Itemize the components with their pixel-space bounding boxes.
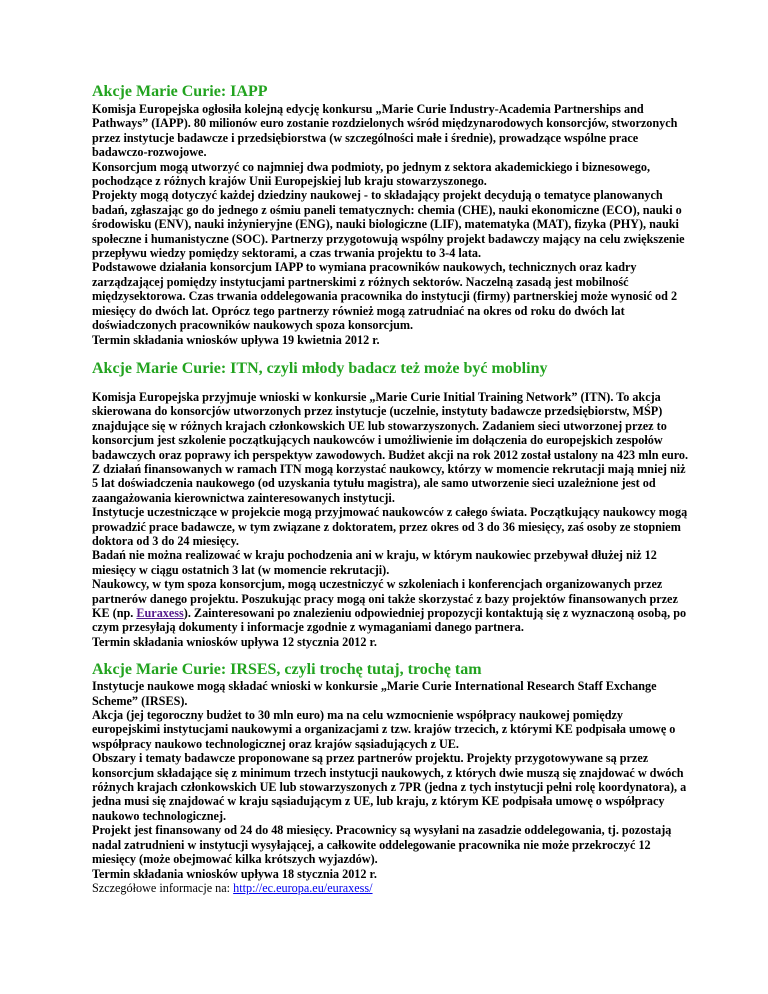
paragraph: Instytucje uczestniczące w projekcie mogą przyjmować naukowców z całego świata. Początkujący naukowcy mogą prowadzić prace badawcze, w tym związane z doktoratem, przez okres od 3 do 36 miesięcy, zaś osoby ze stopniem doktora od 3 do 24 miesięcy.: [92, 505, 688, 548]
deadline-text: Termin składania wniosków upływa 19 kwietnia 2012 r.: [92, 332, 380, 347]
paragraph-text: Naukowcy, w tym spoza konsorcjum, mogą uczestniczyć w szkoleniach i konferencjach organizowanych przez partnerów danego projektu. Poszukując pracy mogą oni także skorzystać z bazy projektów finansowanych przez KE (np.: [92, 577, 678, 620]
details-line: [92, 881, 692, 895]
paragraph: [92, 577, 692, 635]
heading-itn: Akcje Marie Curie: ITN, czyli młody badacz też może być mobliny: [92, 359, 548, 377]
paragraph: Komisja Europejska ogłosiła kolejną edycję konkursu „Marie Curie Industry-Academia Partnerships and Pathways” (IAPP). 80 milionów euro zostanie rozdzielonych wśród międzynarodowych konsorcjów, stworzonych przez instytucje badawcze i przedsiębiorstwa (w szczególności małe i średnie), prowadzące wspólne prace badawczo-rozwojowe.: [92, 102, 678, 160]
details-label: Szczegółowe informacje na:: [92, 880, 234, 895]
paragraph: Obszary i tematy badawcze proponowane są przez partnerów projektu. Projekty przygotowywane są przez konsorcjum składające się z minimum trzech instytucji naukowych, z których dwie muszą się znajdować w dwóch różnych krajach członkowskich UE lub stowarzyszonych z 7PR (jedna z tych instytucji pełni rolę koordynatora), a jedna musi się znajdować w kraju sąsiadującym z UE, lub kraju, z którym KE podpisała umowę o współpracy naukowo technologicznej.: [92, 751, 687, 823]
paragraph: Podstawowe działania konsorcjum IAPP to wymiana pracowników naukowych, technicznych oraz kadry zarządzającej pomiędzy instytucjami partnerskimi z różnych sektorów. Naczelną zasadą jest mobilność międzysektorowa. Czas trwania oddelegowania pracownika do instytucji (firmy) partnerskiej może wynosić od 2 miesięcy do dwóch lat. Oprócz tego partnerzy również mogą zatrudniać na okres od roku do dwóch lat doświadczonych pracowników naukowych spoza konsorcjum.: [92, 260, 678, 333]
deadline-text: Termin składania wniosków upływa 12 stycznia 2012 r.: [92, 634, 377, 649]
paragraph: Komisja Europejska przyjmuje wnioski w konkursie „Marie Curie Initial Training Network” (ITN). To akcja skierowana do konsorcjów utworzonych przez instytucje (uczelnie, instytuty badawcze przedsiębiorstw, MŚP) znajdujące się w różnych krajach członkowskich UE lub stowarzyszonych. Zadaniem sieci utworzonej przez to konsorcjum jest szkolenie początkujących naukowców i umożliwienie im dołączenia do europejskich zespołów badawczych oraz poprawy ich perspektyw zawodowych. Budżet akcji na rok 2012 został ustalony na 423 mln euro.: [92, 389, 689, 462]
paragraph: Projekty mogą dotyczyć każdej dziedziny naukowej - to składający projekt decydują o tematyce planowanych badań, zgłaszając go do jednego z ośmiu paneli tematycznych: chemia (CHE), nauki ekonomiczne (ECO), nauki o środowisku (ENV), nauki inżynieryjne (ENG), nauki biologiczne (LIF), matematyka (MAT), fizyka (PHY), nauki społeczne i humanistyczne (SOC). Partnerzy przygotowują wspólny projekt badawczy mający na celu zwiększenie przepływu wiedzy pomiędzy sektorami, a czas trwania projektu to 3-4 lata.: [92, 188, 685, 261]
section-irses-body: [92, 679, 692, 895]
heading-irses: Akcje Marie Curie: IRSES, czyli trochę tutaj, trochę tam: [92, 661, 482, 679]
section-irses: [92, 660, 692, 895]
paragraph: Instytucje naukowe mogą składać wnioski w konkursie „Marie Curie International Research Staff Exchange Scheme” (IRSES).: [92, 679, 657, 708]
section-iapp: [92, 82, 692, 347]
section-itn-body: [92, 390, 692, 649]
section-itn: [92, 359, 692, 649]
deadline-text: Termin składania wniosków upływa 18 stycznia 2012 r.: [92, 866, 377, 881]
paragraph: Akcja (jej tegoroczny budżet to 30 mln euro) ma na celu wzmocnienie współpracy naukowej pomiędzy europejskimi instytucjami naukowymi a organizacjami z tzw. krajów trzecich, z którymi KE podpisała umowę o współpracy naukowo technologicznej oraz krajów sąsiadujących z UE.: [92, 708, 676, 751]
euraxess-url-link[interactable]: http://ec.europa.eu/euraxess/: [233, 880, 373, 895]
paragraph: Z działań finansowanych w ramach ITN mogą korzystać naukowcy, którzy w momencie rekrutacji mają mniej niż 5 lat doświadczenia naukowego (od uzyskania tytułu magistra), ale samo utworzenie sieci uzależnione jest od zaangażowania kierownictwa zainteresowanych instytucji.: [92, 461, 686, 505]
paragraph: Badań nie można realizować w kraju pochodzenia ani w kraju, w którym naukowiec przebywał dłużej niż 12 miesięcy w ciągu ostatnich 3 lat (w momencie rekrutacji).: [92, 548, 657, 577]
document-page: [92, 82, 692, 895]
euraxess-link[interactable]: Euraxess: [136, 606, 184, 620]
paragraph: Konsorcjum mogą utworzyć co najmniej dwa podmioty, po jednym z sektora akademickiego i biznesowego, pochodzące z różnych krajów Unii Europejskiej lub kraju stowarzyszonego.: [92, 159, 650, 189]
heading-iapp: Akcje Marie Curie: IAPP: [92, 83, 268, 100]
paragraph: Projekt jest finansowany od 24 do 48 miesięcy. Pracownicy są wysyłani na zasadzie oddelegowania, tj. pozostają nadal zatrudnieni w instytucji wysyłającej, a całkowite oddelegowanie pracownika nie może przekroczyć 12 miesięcy (może obejmować kilka krótszych wyjazdów).: [92, 823, 672, 867]
section-iapp-body: [92, 102, 692, 347]
paragraph-text: ). Zainteresowani po znalezieniu odpowiedniej propozycji kontaktują się z wyznaczoną osobą, po czym przesyłają dokumenty i informacje zgodnie z wymaganiami danego partnera.: [92, 606, 687, 635]
